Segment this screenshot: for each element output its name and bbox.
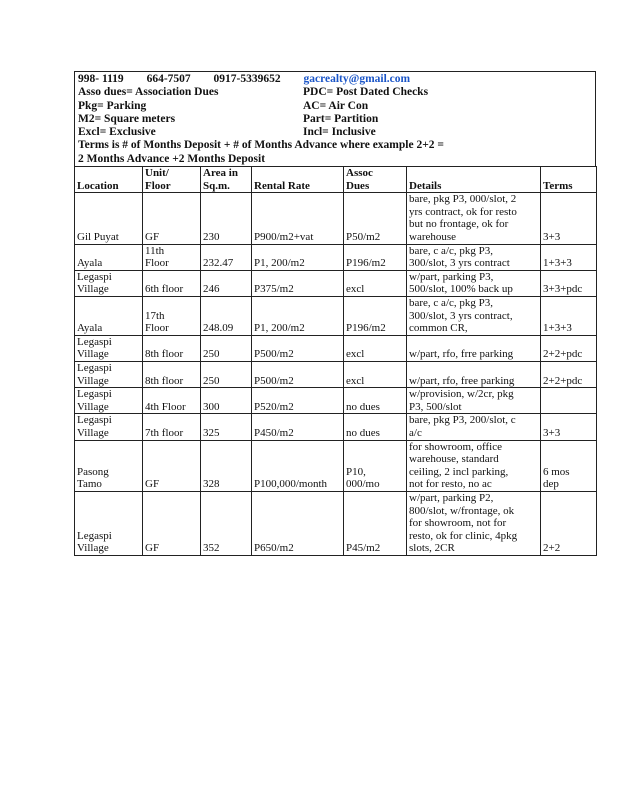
cell-dues: P50/m2 xyxy=(344,193,407,244)
cell-area: 250 xyxy=(201,361,252,387)
cell-terms: 2+2 xyxy=(541,491,597,555)
table-row xyxy=(75,414,597,440)
cell-dues: excl xyxy=(344,361,407,387)
cell-area: 248.09 xyxy=(201,297,252,336)
cell-details: w/part, parking P3, 500/slot, 100% back up xyxy=(407,270,541,296)
terms-note-2: 2 Months Advance +2 Months Deposit xyxy=(78,152,266,165)
legend-line xyxy=(78,113,592,126)
cell-unit: 4th Floor xyxy=(143,388,201,414)
cell-unit: 8th floor xyxy=(143,335,201,361)
cell-location: Legaspi Village xyxy=(75,361,143,387)
cell-terms: 1+3+3 xyxy=(541,244,597,270)
table-row xyxy=(75,388,597,414)
listing-sheet xyxy=(74,71,596,556)
cell-rate: P900/m2+vat xyxy=(252,193,344,244)
phone-3: 0917-5339652 xyxy=(213,73,281,85)
cell-area: 232.47 xyxy=(201,244,252,270)
table-row xyxy=(75,335,597,361)
table-row xyxy=(75,193,597,244)
cell-rate: P500/m2 xyxy=(252,361,344,387)
table-row xyxy=(75,244,597,270)
cell-area: 250 xyxy=(201,335,252,361)
cell-unit: 6th floor xyxy=(143,270,201,296)
cell-area: 246 xyxy=(201,270,252,296)
cell-location: Legaspi Village xyxy=(75,335,143,361)
listings-table xyxy=(74,166,597,556)
cell-details: bare, pkg P3, 000/slot, 2 yrs contract, ok for resto but no frontage, ok for warehouse xyxy=(407,193,541,244)
header-dues: Assoc Dues xyxy=(344,167,407,193)
cell-terms: 3+3 xyxy=(541,193,597,244)
header-area: Area in Sq.m. xyxy=(201,167,252,193)
cell-unit: 11th Floor xyxy=(143,244,201,270)
table-row xyxy=(75,440,597,491)
legend-line xyxy=(78,100,592,113)
cell-dues: P45/m2 xyxy=(344,491,407,555)
cell-details: w/part, rfo, free parking xyxy=(407,361,541,387)
cell-dues: no dues xyxy=(344,388,407,414)
legend-left: Pkg= Parking xyxy=(78,99,147,112)
legend-right: Incl= Inclusive xyxy=(303,126,376,139)
cell-details: bare, pkg P3, 200/slot, c a/c xyxy=(407,414,541,440)
cell-area: 325 xyxy=(201,414,252,440)
cell-terms: 1+3+3 xyxy=(541,297,597,336)
cell-terms: 2+2+pdc xyxy=(541,361,597,387)
header-location: Location xyxy=(75,167,143,193)
cell-rate: P650/m2 xyxy=(252,491,344,555)
phone-1: 998- 1119 xyxy=(78,73,124,85)
cell-terms xyxy=(541,388,597,414)
legend-right: AC= Air Con xyxy=(303,99,369,112)
email-link[interactable]: gacrealty@gmail.com xyxy=(303,73,411,85)
legend-right: Part= Partition xyxy=(303,112,379,125)
phone-2: 664-7507 xyxy=(146,73,191,85)
cell-location: Pasong Tamo xyxy=(75,440,143,491)
legend-line xyxy=(78,126,592,139)
cell-rate: P1, 200/m2 xyxy=(252,244,344,270)
cell-dues: excl xyxy=(344,270,407,296)
cell-location: Gil Puyat xyxy=(75,193,143,244)
legend-left: M2= Square meters xyxy=(78,112,176,125)
cell-dues: P196/m2 xyxy=(344,297,407,336)
cell-terms: 3+3+pdc xyxy=(541,270,597,296)
cell-location: Legaspi Village xyxy=(75,388,143,414)
terms-note-1: Terms is # of Months Deposit + # of Months Advance where example 2+2 = xyxy=(78,139,444,152)
header-terms: Terms xyxy=(541,167,597,193)
table-row xyxy=(75,361,597,387)
header-rate: Rental Rate xyxy=(252,167,344,193)
table-body xyxy=(75,193,597,556)
table-header-row xyxy=(75,167,597,193)
cell-unit: 17th Floor xyxy=(143,297,201,336)
table-row xyxy=(75,491,597,555)
cell-terms: 6 mos dep xyxy=(541,440,597,491)
cell-location: Ayala xyxy=(75,297,143,336)
cell-rate: P100,000/month xyxy=(252,440,344,491)
legend-left: Asso dues= Association Dues xyxy=(78,86,219,99)
cell-rate: P375/m2 xyxy=(252,270,344,296)
cell-unit: GF xyxy=(143,440,201,491)
header-details: Details xyxy=(407,167,541,193)
cell-unit: 7th floor xyxy=(143,414,201,440)
cell-unit: GF xyxy=(143,193,201,244)
cell-area: 328 xyxy=(201,440,252,491)
legend-line xyxy=(78,86,592,99)
cell-rate: P520/m2 xyxy=(252,388,344,414)
cell-dues: P10, 000/mo xyxy=(344,440,407,491)
cell-details: for showroom, office warehouse, standard ceiling, 2 incl parking, not for resto, no ac xyxy=(407,440,541,491)
cell-location: Legaspi Village xyxy=(75,414,143,440)
cell-unit: 8th floor xyxy=(143,361,201,387)
cell-area: 352 xyxy=(201,491,252,555)
legend-right: PDC= Post Dated Checks xyxy=(303,86,429,99)
table-row xyxy=(75,270,597,296)
cell-rate: P450/m2 xyxy=(252,414,344,440)
cell-location: Ayala xyxy=(75,244,143,270)
cell-location: Legaspi Village xyxy=(75,491,143,555)
cell-area: 230 xyxy=(201,193,252,244)
table-row xyxy=(75,297,597,336)
cell-dues: no dues xyxy=(344,414,407,440)
cell-terms: 3+3 xyxy=(541,414,597,440)
cell-terms: 2+2+pdc xyxy=(541,335,597,361)
cell-details: bare, c a/c, pkg P3, 300/slot, 3 yrs contract, common CR, xyxy=(407,297,541,336)
header-unit: Unit/ Floor xyxy=(143,167,201,193)
contact-line xyxy=(78,73,592,86)
cell-rate: P500/m2 xyxy=(252,335,344,361)
legend-left: Excl= Exclusive xyxy=(78,126,156,139)
header-block xyxy=(74,71,596,166)
cell-details: w/part, rfo, frre parking xyxy=(407,335,541,361)
cell-details: bare, c a/c, pkg P3, 300/slot, 3 yrs contract xyxy=(407,244,541,270)
cell-dues: P196/m2 xyxy=(344,244,407,270)
cell-details: w/part, parking P2, 800/slot, w/frontage, ok for showroom, not for resto, ok for clinic, 4pkg slots, 2CR xyxy=(407,491,541,555)
cell-rate: P1, 200/m2 xyxy=(252,297,344,336)
cell-dues: excl xyxy=(344,335,407,361)
cell-area: 300 xyxy=(201,388,252,414)
cell-location: Legaspi Village xyxy=(75,270,143,296)
cell-unit: GF xyxy=(143,491,201,555)
cell-details: w/provision, w/2cr, pkg P3, 500/slot xyxy=(407,388,541,414)
